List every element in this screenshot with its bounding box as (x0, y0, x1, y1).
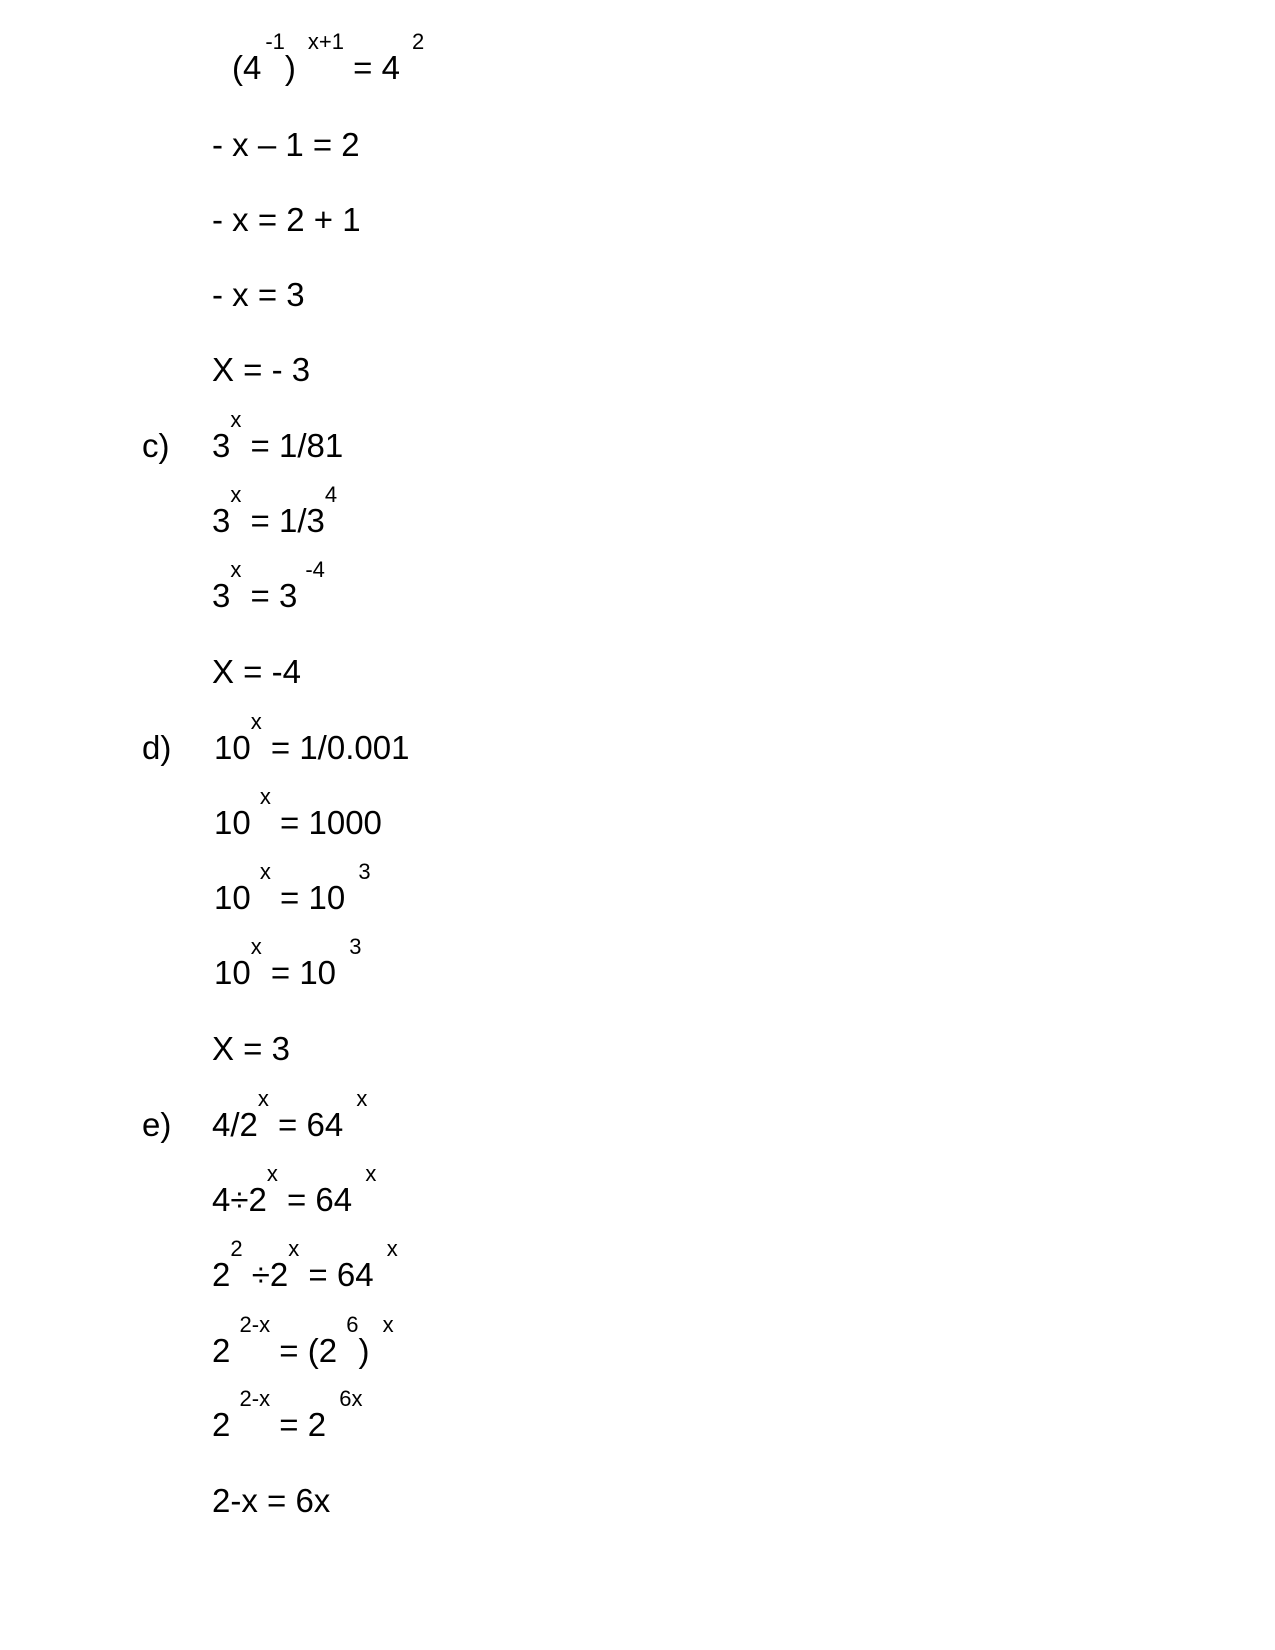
eq-base: 2 (212, 1256, 231, 1293)
eq-text: = 64 (268, 1106, 353, 1143)
eq-text: = 10 (261, 954, 346, 991)
eq-base: 10 (214, 879, 260, 916)
eq-text: ) (284, 49, 296, 86)
eq-exponent: x (356, 1086, 368, 1111)
eq-exponent: x (230, 557, 242, 582)
eq-base: 4÷2 (212, 1181, 267, 1218)
eq-text: = 64 (277, 1181, 362, 1218)
equation-line (212, 407, 344, 466)
eq-exponent: -1 (265, 29, 285, 54)
eq-exponent: x (386, 1236, 398, 1261)
eq-text: 2-x = 6x (212, 1482, 331, 1519)
eq-exponent: x (266, 1161, 278, 1186)
eq-exponent: 2 (230, 1236, 243, 1261)
equation-line (212, 125, 360, 165)
eq-exponent: 2 (411, 29, 425, 54)
eq-text: = 2 (270, 1406, 336, 1443)
eq-text: = 1/0.001 (261, 729, 410, 766)
eq-exponent: x (365, 1161, 377, 1186)
eq-text: X = 3 (212, 1030, 290, 1067)
equation-line (212, 557, 325, 616)
part-label-d: d) (142, 729, 172, 766)
eq-text: = 64 (299, 1256, 383, 1293)
eq-exponent: x (257, 1086, 269, 1111)
eq-exponent: x (230, 482, 242, 507)
eq-exponent: x (250, 709, 262, 734)
part-label-c: c) (142, 427, 170, 464)
equation-line (212, 1481, 330, 1521)
eq-exponent: 4 (324, 482, 338, 507)
equation-line (232, 29, 425, 88)
equation-line (212, 1386, 363, 1445)
eq-base: (4 (232, 49, 262, 86)
eq-exponent: x (259, 784, 271, 809)
equation-line (212, 1086, 368, 1145)
eq-base: 2 (212, 1406, 240, 1443)
equation-line (212, 652, 301, 692)
eq-base: 3 (212, 577, 231, 614)
eq-text: X = - 3 (212, 351, 311, 388)
equation-line (212, 482, 338, 541)
eq-text: - x – 1 = 2 (212, 126, 360, 163)
equation-line (212, 275, 305, 315)
eq-base: 10 (214, 954, 251, 991)
eq-exponent: x (250, 934, 262, 959)
eq-exponent: x (230, 407, 242, 432)
eq-exponent: x+1 (307, 29, 344, 54)
equation-line (212, 200, 361, 240)
eq-base: 3 (212, 427, 231, 464)
eq-text: - x = 3 (212, 276, 305, 313)
eq-exponent: -4 (305, 557, 325, 582)
equation-line (214, 784, 382, 843)
eq-base: 4/2 (212, 1106, 258, 1143)
eq-text: X = -4 (212, 653, 301, 690)
equation-line (212, 1312, 394, 1371)
equation-line (212, 350, 310, 390)
eq-exponent: x (288, 1236, 300, 1261)
eq-text: = (2 (270, 1332, 347, 1369)
eq-text: = 1/81 (241, 427, 344, 464)
eq-base: 3 (212, 502, 231, 539)
eq-text: ÷2 (242, 1256, 289, 1293)
eq-text: - x = 2 + 1 (212, 201, 361, 238)
equation-line (214, 709, 410, 768)
equation-line (212, 1236, 398, 1295)
eq-text: = 4 (344, 49, 400, 86)
eq-exponent: 2-x (239, 1386, 271, 1411)
eq-text: = 1/3 (241, 502, 325, 539)
eq-text: = 10 (270, 879, 355, 916)
part-label-e: e) (142, 1106, 172, 1143)
eq-exponent: 6x (339, 1386, 363, 1411)
eq-base: 10 (214, 729, 251, 766)
eq-text: = 1000 (270, 804, 382, 841)
eq-base: 2 (212, 1332, 240, 1369)
equation-line (212, 1161, 377, 1220)
eq-exponent: 3 (349, 934, 362, 959)
eq-exponent: 3 (358, 859, 371, 884)
eq-exponent: x (382, 1312, 394, 1337)
eq-exponent: 6 (346, 1312, 359, 1337)
eq-text: ) (358, 1332, 379, 1369)
equation-line (214, 859, 371, 918)
equation-line (214, 934, 362, 993)
eq-base: 10 (214, 804, 260, 841)
equation-line (212, 1029, 290, 1069)
eq-exponent: 2-x (239, 1312, 271, 1337)
eq-exponent: x (259, 859, 271, 884)
eq-text: = 3 (241, 577, 298, 614)
